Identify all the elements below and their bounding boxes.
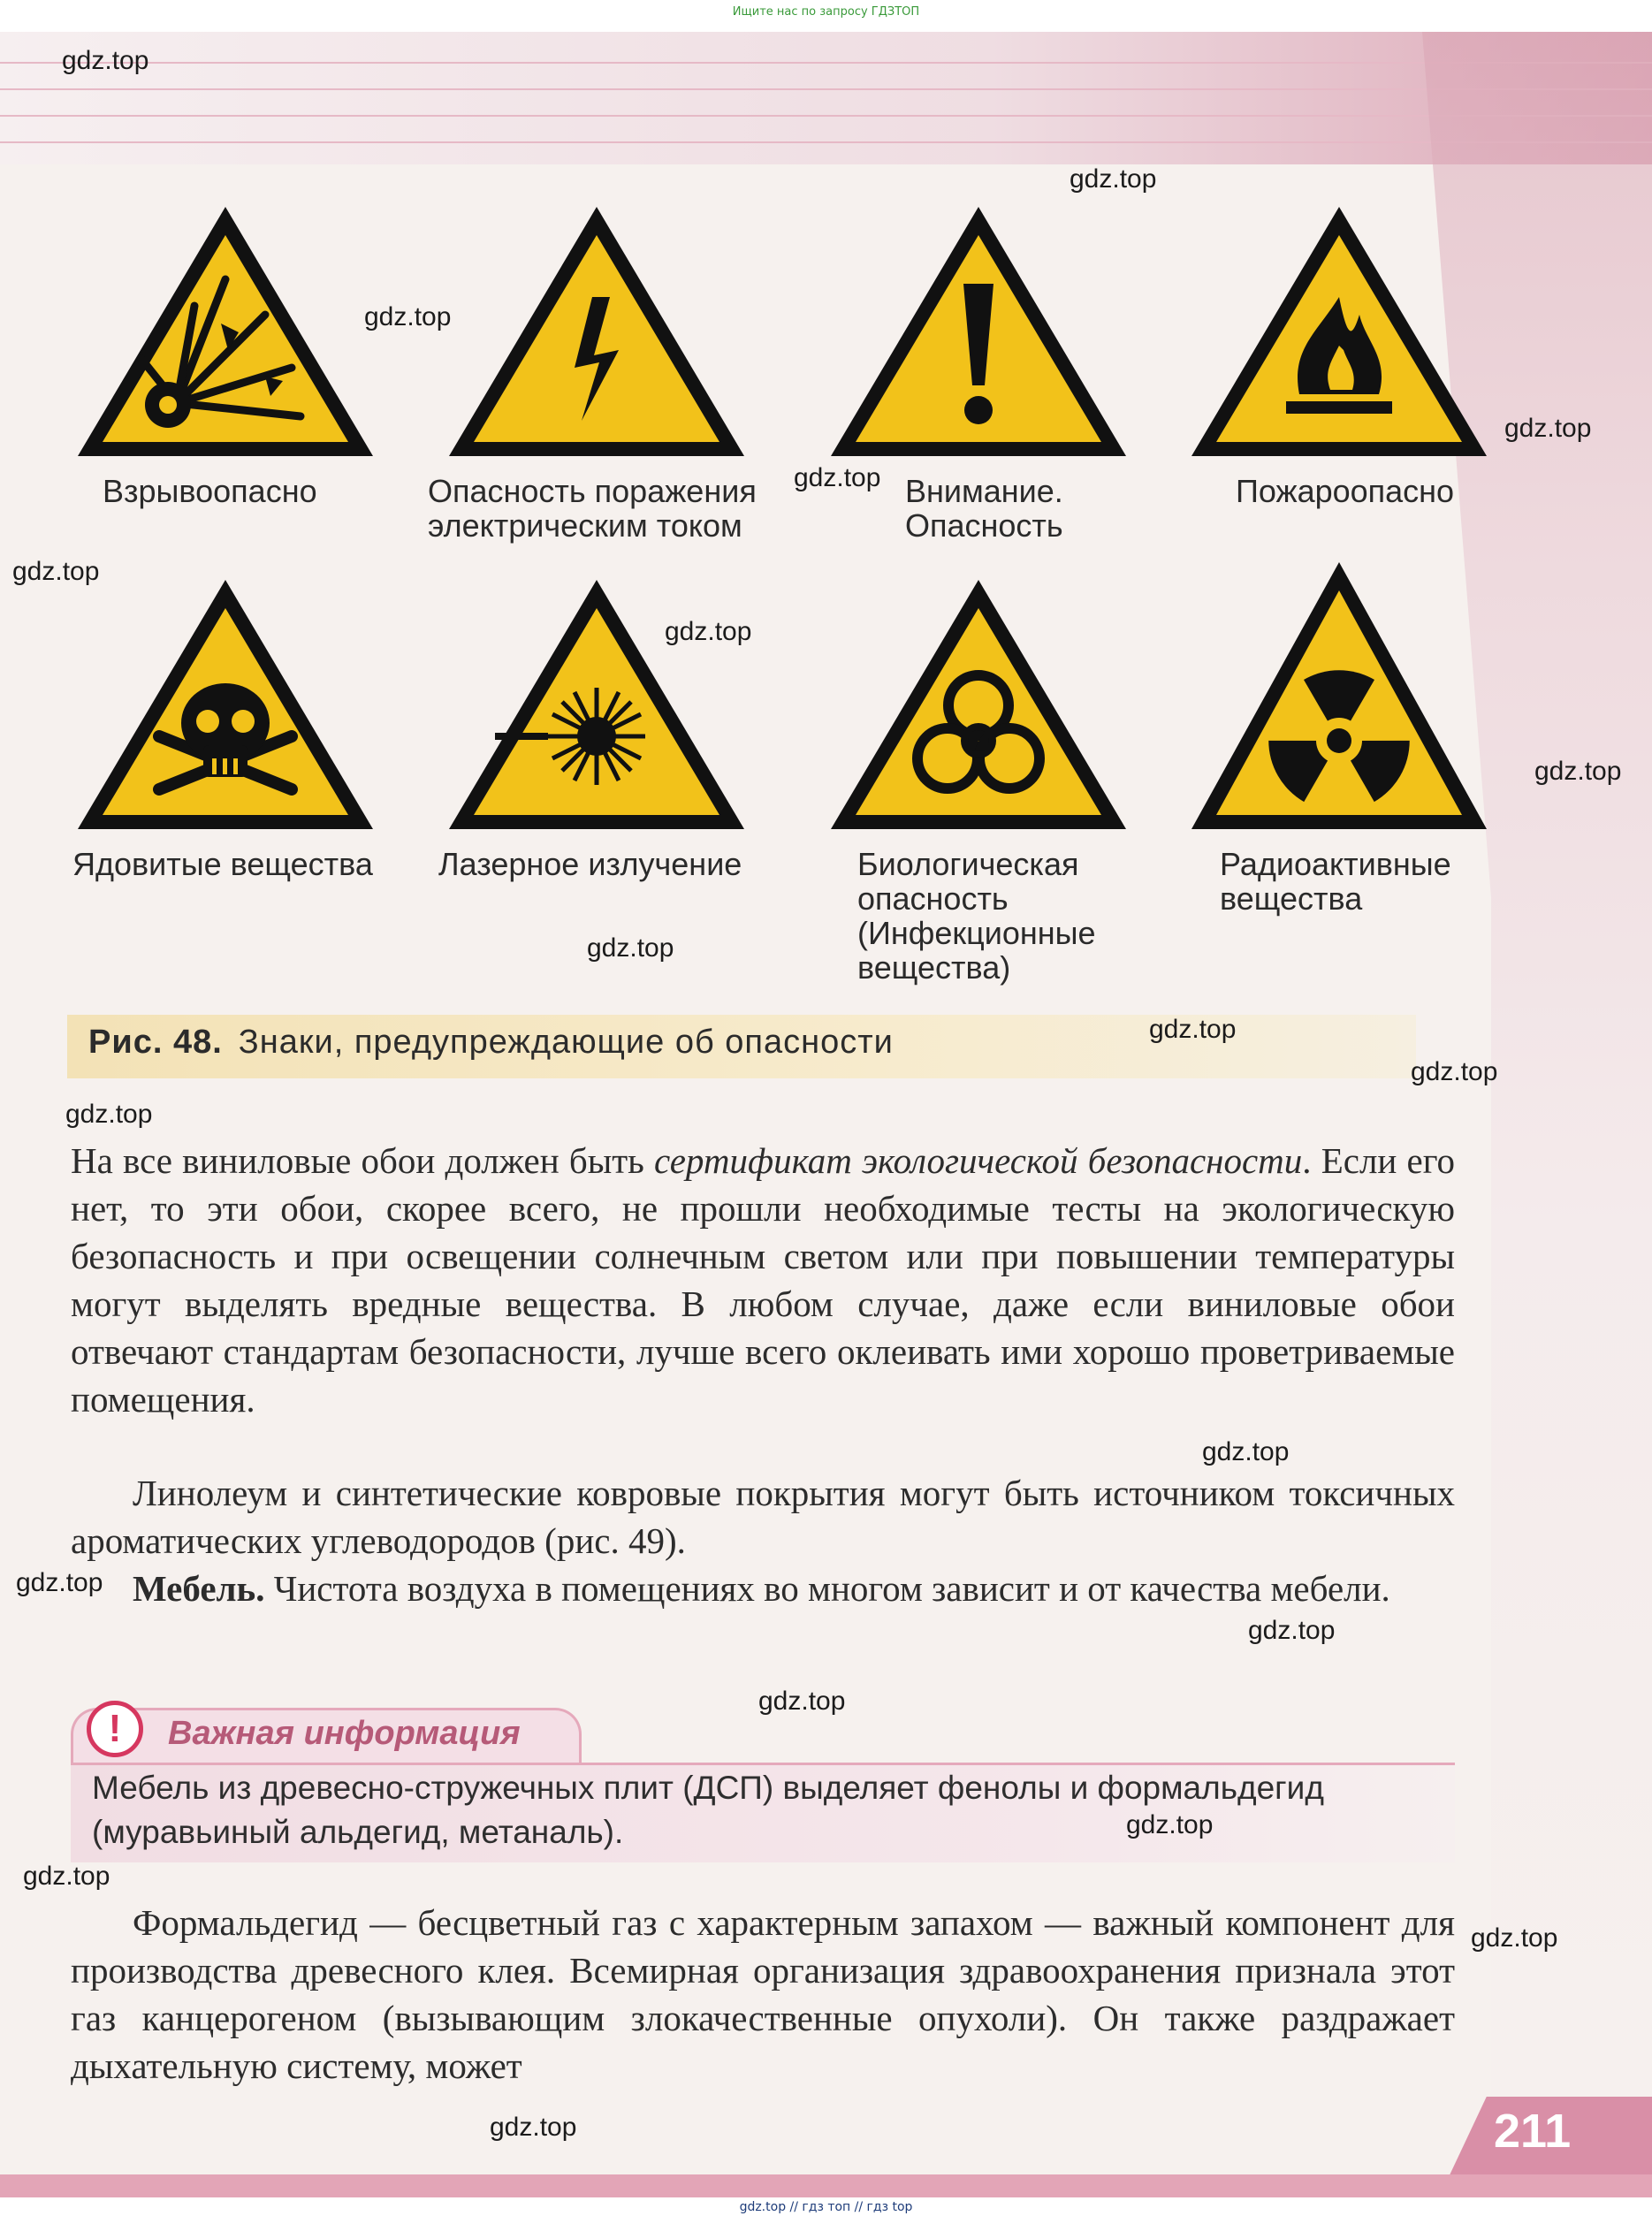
watermark: gdz.top (758, 1687, 846, 1716)
watermark: gdz.top (794, 463, 881, 492)
watermark: gdz.top (1248, 1616, 1336, 1645)
header-rule (0, 141, 1652, 143)
paragraph-vinyl (71, 1137, 1455, 1423)
footer-links[interactable]: gdz.top // гдз топ // гдз top (739, 2200, 913, 2214)
watermark: gdz.top (1202, 1437, 1290, 1466)
bottom-band (0, 2174, 1652, 2197)
electric-shock-icon (442, 200, 751, 465)
watermark: gdz.top (16, 1568, 103, 1597)
sign-toxic (71, 573, 380, 838)
sign-laser (442, 573, 751, 838)
watermark: gdz.top (1471, 1923, 1558, 1953)
watermark: gdz.top (665, 617, 752, 646)
paragraph-text: . Если его нет, то эти обои, скорее всего, не прошли необходимые тесты на экологическую безопасность и при освещении солнечным светом или при повышении температуры могут выделять вредные вещества. В любом случае, даже если виниловые обои отвечают стандартам безопасности, лучше всего оклеивать ими хорошо проветриваемые помещения. (71, 1140, 1455, 1420)
sign-radiation (1184, 555, 1494, 838)
watermark: gdz.top (1411, 1057, 1498, 1086)
flame-icon (1184, 200, 1494, 465)
sign-biohazard (824, 573, 1133, 838)
sign-caption: Лазерное излучение (438, 846, 742, 882)
watermark: gdz.top (12, 557, 100, 586)
explosion-icon (71, 200, 380, 465)
figure-caption (88, 1024, 894, 1062)
important-info-title: Важная информация (168, 1715, 521, 1752)
sign-caption: Пожароопасно (1236, 473, 1455, 509)
sign-caption: Взрывоопасно (103, 473, 317, 509)
watermark: gdz.top (364, 302, 452, 331)
watermark: gdz.top (1126, 1810, 1214, 1839)
sign-caption: Ядовитые вещества (72, 846, 373, 882)
sign-electric (442, 200, 751, 465)
emphasis-text: сертификат экологической безопасности (654, 1140, 1303, 1181)
paragraph-text: Чистота воздуха в помещениях во многом зависит и от качества мебели. (264, 1568, 1390, 1609)
header-rule (0, 88, 1652, 90)
exclamation-circle-icon: ! (87, 1701, 143, 1757)
sign-caption: Биологическая опасность (Инфекционные вещества) (857, 846, 1096, 986)
paragraph-furniture (71, 1565, 1455, 1612)
sign-explosive (71, 200, 380, 465)
important-info-text: Мебель из древесно-стружечных плит (ДСП) выделяет фенолы и формальдегид (муравьиный альдегид, метаналь). (92, 1770, 1324, 1850)
watermark: gdz.top (62, 46, 149, 75)
sign-caption: Внимание. Опасность (905, 473, 1063, 544)
exclamation-icon (824, 200, 1133, 465)
figure-label: Рис. 48. (88, 1024, 223, 1061)
section-heading: Мебель. (133, 1568, 265, 1609)
laser-icon (442, 573, 751, 838)
sign-fire (1184, 200, 1494, 465)
biohazard-icon (824, 573, 1133, 838)
watermark: gdz.top (65, 1100, 153, 1129)
figure-text: Знаки, предупреждающие об опасности (238, 1024, 894, 1061)
header-rule (0, 62, 1652, 64)
sign-attention (824, 200, 1133, 465)
watermark: gdz.top (587, 933, 674, 963)
paragraph-linoleum: Линолеум и синтетические ковровые покрытия могут быть источником токсичных ароматических углеводородов (рис. 49). (71, 1473, 1455, 1561)
skull-crossbones-icon (71, 573, 380, 838)
header-rule (0, 115, 1652, 117)
sign-caption: Опасность поражения электрическим током (428, 473, 757, 544)
watermark: gdz.top (1534, 757, 1622, 786)
sign-caption: Радиоактивные вещества (1220, 846, 1451, 917)
top-search-link[interactable]: Ищите нас по запросу ГДЗТОП (732, 5, 920, 19)
watermark: gdz.top (1504, 414, 1592, 443)
header-band (0, 32, 1652, 164)
page-number: 211 (1494, 2105, 1572, 2158)
radiation-icon (1184, 555, 1494, 838)
watermark: gdz.top (1149, 1015, 1237, 1044)
paragraph-text: На все виниловые обои должен быть (71, 1140, 655, 1181)
watermark: gdz.top (490, 2113, 577, 2142)
watermark: gdz.top (23, 1862, 110, 1891)
paragraph-formaldehyde: Формальдегид — бесцветный газ с характерным запахом — важный компонент для производства древесного клея. Всемирная организация здравоохранения признала этот газ канцерогеном (вызывающим злокачественные опухоли). Он также раздражает дыхательную систему, может (71, 1902, 1455, 2086)
watermark: gdz.top (1070, 164, 1157, 194)
